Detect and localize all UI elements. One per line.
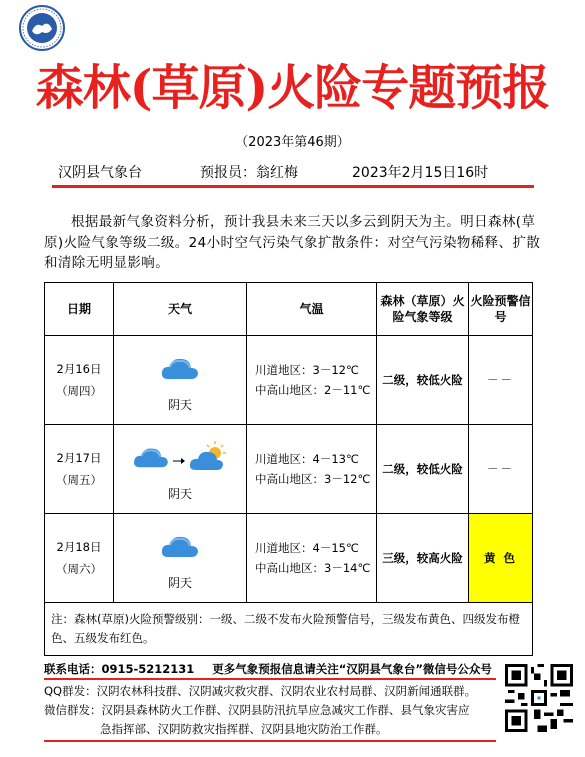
- temp-cell: [247, 425, 377, 514]
- wechat-promo: 更多气象预报信息请关注“汉阴县气象台”微信号公众号: [212, 662, 492, 676]
- footer-bottom-divider: [44, 740, 496, 742]
- weather-cell: [114, 425, 247, 514]
- cloudy-icon: [132, 443, 170, 471]
- temp-cell: [247, 336, 377, 425]
- page-title: 森林(草原)火险专题预报: [35, 60, 550, 116]
- date: 2月17日: [56, 451, 102, 465]
- header-temp: 气温: [247, 283, 377, 336]
- header-warning: 火险预警信号: [469, 283, 533, 336]
- temp-cell: [247, 514, 377, 603]
- table-header-row: [45, 283, 533, 336]
- arrow-right-icon: [172, 456, 186, 466]
- date-cell: [45, 514, 114, 603]
- weekday: （周五）: [56, 473, 102, 487]
- cloudy-icon: [160, 353, 200, 383]
- fire-level: 二级，较低火险: [377, 336, 469, 425]
- table-row: [45, 425, 533, 514]
- weather-label: 阴天: [167, 575, 192, 590]
- date: 2月18日: [56, 540, 102, 554]
- cloudy-icon: [160, 531, 200, 561]
- issue-time: 2023年2月15日16时: [352, 165, 489, 181]
- temp-valley: 川道地区：4－13℃: [255, 452, 359, 466]
- issue-number: （2023年第46期）: [235, 135, 350, 150]
- partly-sunny-icon: [188, 440, 228, 474]
- temp-mountain: 中高山地区：3－12℃: [255, 472, 371, 486]
- table-note: 注：森林(草原)火险预警级别：一级、二级不发布火险预警信号，三级发布黄色、四级发布橙色、五级发布红色。: [45, 603, 533, 656]
- summary-paragraph: 根据最新气象资料分析，预计我县未来三天以多云到阴天为主。明日森林(草原)火险气象等级二级。24小时空气污染气象扩散条件：对空气污染物稀释、扩散和清除无明显影响。: [44, 214, 541, 271]
- wechat-groups: 微信群发：汉阴县森林防火工作群、汉阴县防汛抗旱应急减灾工作群、县气象灾害应: [44, 703, 470, 717]
- cma-logo: [18, 4, 66, 52]
- temp-valley: 川道地区：3－12℃: [255, 363, 359, 377]
- contact-phone: 联系电话：0915-5212131: [44, 662, 195, 676]
- weekday: （周六）: [56, 562, 102, 576]
- warning-signal: －－: [469, 425, 533, 514]
- note-row: [45, 603, 533, 656]
- header-divider: [52, 185, 534, 188]
- table-row: [45, 514, 533, 603]
- qq-groups: QQ群发：汉阴农林科技群、汉阴减灾救灾群、汉阴农业农村局群、汉阴新闻通联群。: [44, 684, 477, 698]
- temp-mountain: 中高山地区：3－14℃: [255, 561, 371, 575]
- contact-line: [44, 660, 504, 678]
- wechat-groups-cont: 急指挥部、汉阴防救灾指挥群、汉阴县地灾防治工作群。: [100, 722, 388, 736]
- fire-level: 三级，较高火险: [377, 514, 469, 603]
- warning-signal: －－: [469, 336, 533, 425]
- weather-label: 阴天: [167, 397, 192, 412]
- info-line: [58, 163, 538, 183]
- qr-code-icon: [505, 664, 573, 732]
- forecast-table: [44, 282, 533, 656]
- table-row: [45, 336, 533, 425]
- header-level: 森林（草原）火险气象等级: [377, 283, 469, 336]
- weather-label: 阴天: [167, 486, 192, 501]
- date-cell: [45, 425, 114, 514]
- weather-cell: [114, 514, 247, 603]
- footer-divider: [44, 678, 496, 680]
- header-date: 日期: [45, 283, 114, 336]
- date: 2月16日: [56, 362, 102, 376]
- forecaster: 预报员：翁红梅: [200, 165, 298, 181]
- fire-level: 二级，较低火险: [377, 425, 469, 514]
- weather-cell: [114, 336, 247, 425]
- header-weather: 天气: [114, 283, 247, 336]
- station-name: 汉阴县气象台: [58, 165, 142, 181]
- warning-signal: 黄 色: [469, 514, 533, 603]
- weekday: （周四）: [56, 384, 102, 398]
- temp-valley: 川道地区：4－15℃: [255, 541, 359, 555]
- date-cell: [45, 336, 114, 425]
- temp-mountain: 中高山地区：2－11℃: [255, 383, 371, 397]
